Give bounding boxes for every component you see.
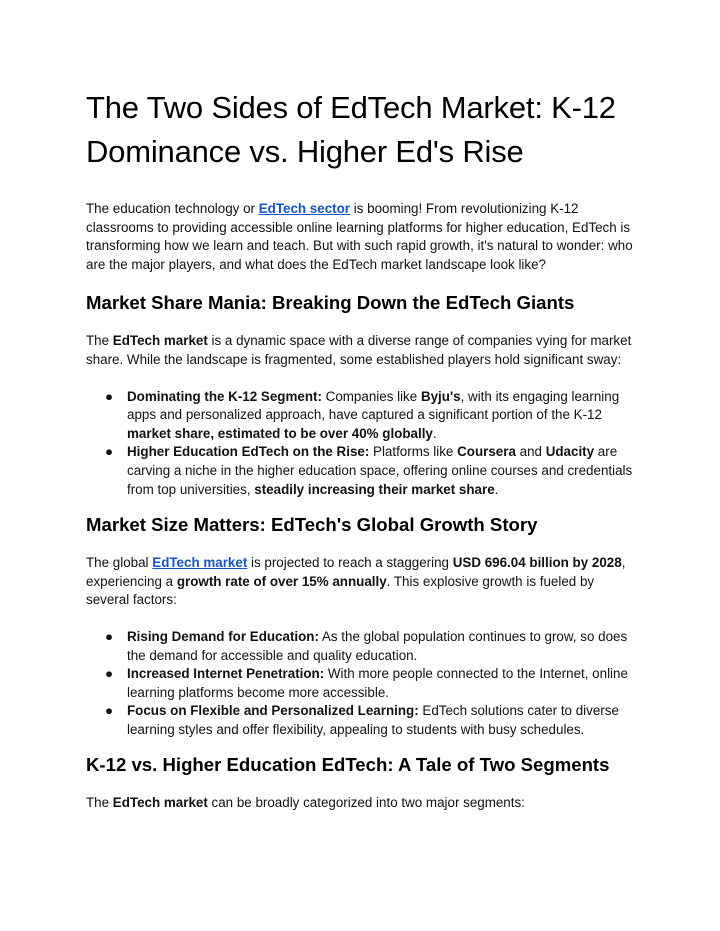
text: The: [86, 333, 113, 349]
bullet-icon: ●: [105, 444, 114, 460]
text: , with its engaging learning apps and personalized approach, have captured a significant portion of the K-12: [127, 388, 620, 423]
market-size-paragraph: [86, 554, 634, 610]
intro-paragraph: [86, 200, 634, 274]
market-share-list: [86, 388, 634, 500]
bold-edtech-market: EdTech market: [112, 795, 208, 811]
bullet-icon: ●: [105, 628, 114, 644]
bold-text: growth rate of over 15% annually: [176, 573, 387, 589]
text: . This explosive growth is fueled by several factors:: [86, 573, 595, 608]
list-item-lead: Focus on Flexible and Personalized Learning:: [127, 703, 419, 719]
bold-text: USD 696.04 billion by 2028: [452, 555, 622, 571]
market-size-heading: Market Size Matters: EdTech's Global Growth Story: [86, 514, 538, 536]
market-share-paragraph: [86, 332, 634, 369]
list-item: [86, 388, 634, 444]
text: EdTech solutions cater to diverse learning styles and offer flexibility, appealing to students with busy schedules.: [127, 703, 619, 737]
text: The global: [86, 555, 153, 571]
intro-text-start: The education technology or: [86, 201, 259, 216]
text: is projected to reach a staggering: [247, 555, 453, 571]
bold-text: Byju's: [420, 388, 461, 404]
bullet-icon: ●: [105, 703, 114, 719]
list-item: [86, 628, 634, 665]
text: As the global population continues to grow, so does the demand for accessible and quality education.: [127, 628, 628, 663]
segments-paragraph: [86, 794, 634, 813]
list-item: [86, 665, 634, 702]
text: are carving a niche in the higher education space, offering online courses and credentials from top universities,: [127, 444, 633, 497]
segments-heading: K-12 vs. Higher Education EdTech: A Tale of Two Segments: [86, 754, 610, 776]
text: is a dynamic space with a diverse range of companies vying for market share. While the landscape is fragmented, some established players hold significant sway:: [86, 333, 632, 367]
page-title: The Two Sides of EdTech Market: K-12 Dominance vs. Higher Ed's Rise: [86, 90, 616, 169]
market-share-heading: Market Share Mania: Breaking Down the EdTech Giants: [86, 292, 575, 314]
list-item-lead: Increased Internet Penetration:: [127, 666, 325, 682]
bullet-icon: ●: [105, 666, 114, 682]
text: With more people connected to the Internet, online learning platforms become more accessible.: [127, 666, 628, 700]
edtech-sector-link[interactable]: EdTech sector: [258, 201, 351, 216]
bold-text: Udacity: [545, 444, 595, 460]
list-item-lead: Higher Education EdTech on the Rise:: [127, 444, 370, 460]
bold-text: steadily increasing their market share: [254, 481, 495, 497]
text: and: [515, 444, 546, 460]
text: .: [494, 481, 499, 497]
text: Companies like: [321, 388, 421, 404]
bold-text: Coursera: [457, 444, 516, 460]
bullet-icon: ●: [105, 388, 114, 404]
list-item-lead: Rising Demand for Education:: [127, 628, 319, 644]
text: The: [86, 795, 113, 811]
list-item-lead: Dominating the K-12 Segment:: [127, 388, 322, 404]
list-item: [86, 443, 634, 499]
text: Platforms like: [369, 444, 458, 460]
bold-text: market share, estimated to be over 40% globally: [127, 425, 433, 441]
text: , experiencing a: [86, 555, 626, 589]
edtech-market-link[interactable]: EdTech market: [152, 555, 248, 571]
text: .: [432, 425, 437, 441]
list-item: [86, 702, 634, 739]
intro-text-end: is booming! From revolutionizing K-12 classrooms to providing accessible online learning platforms for higher education, EdTech is transforming how we learn and teach. But with such rapid growth, it's natural to wonder: who are the major players, and what does the EdTech market landscape look like?: [86, 201, 633, 272]
text: can be broadly categorized into two major segments:: [207, 795, 525, 811]
growth-factors-list: [86, 628, 634, 740]
bold-edtech-market: EdTech market: [112, 333, 208, 349]
